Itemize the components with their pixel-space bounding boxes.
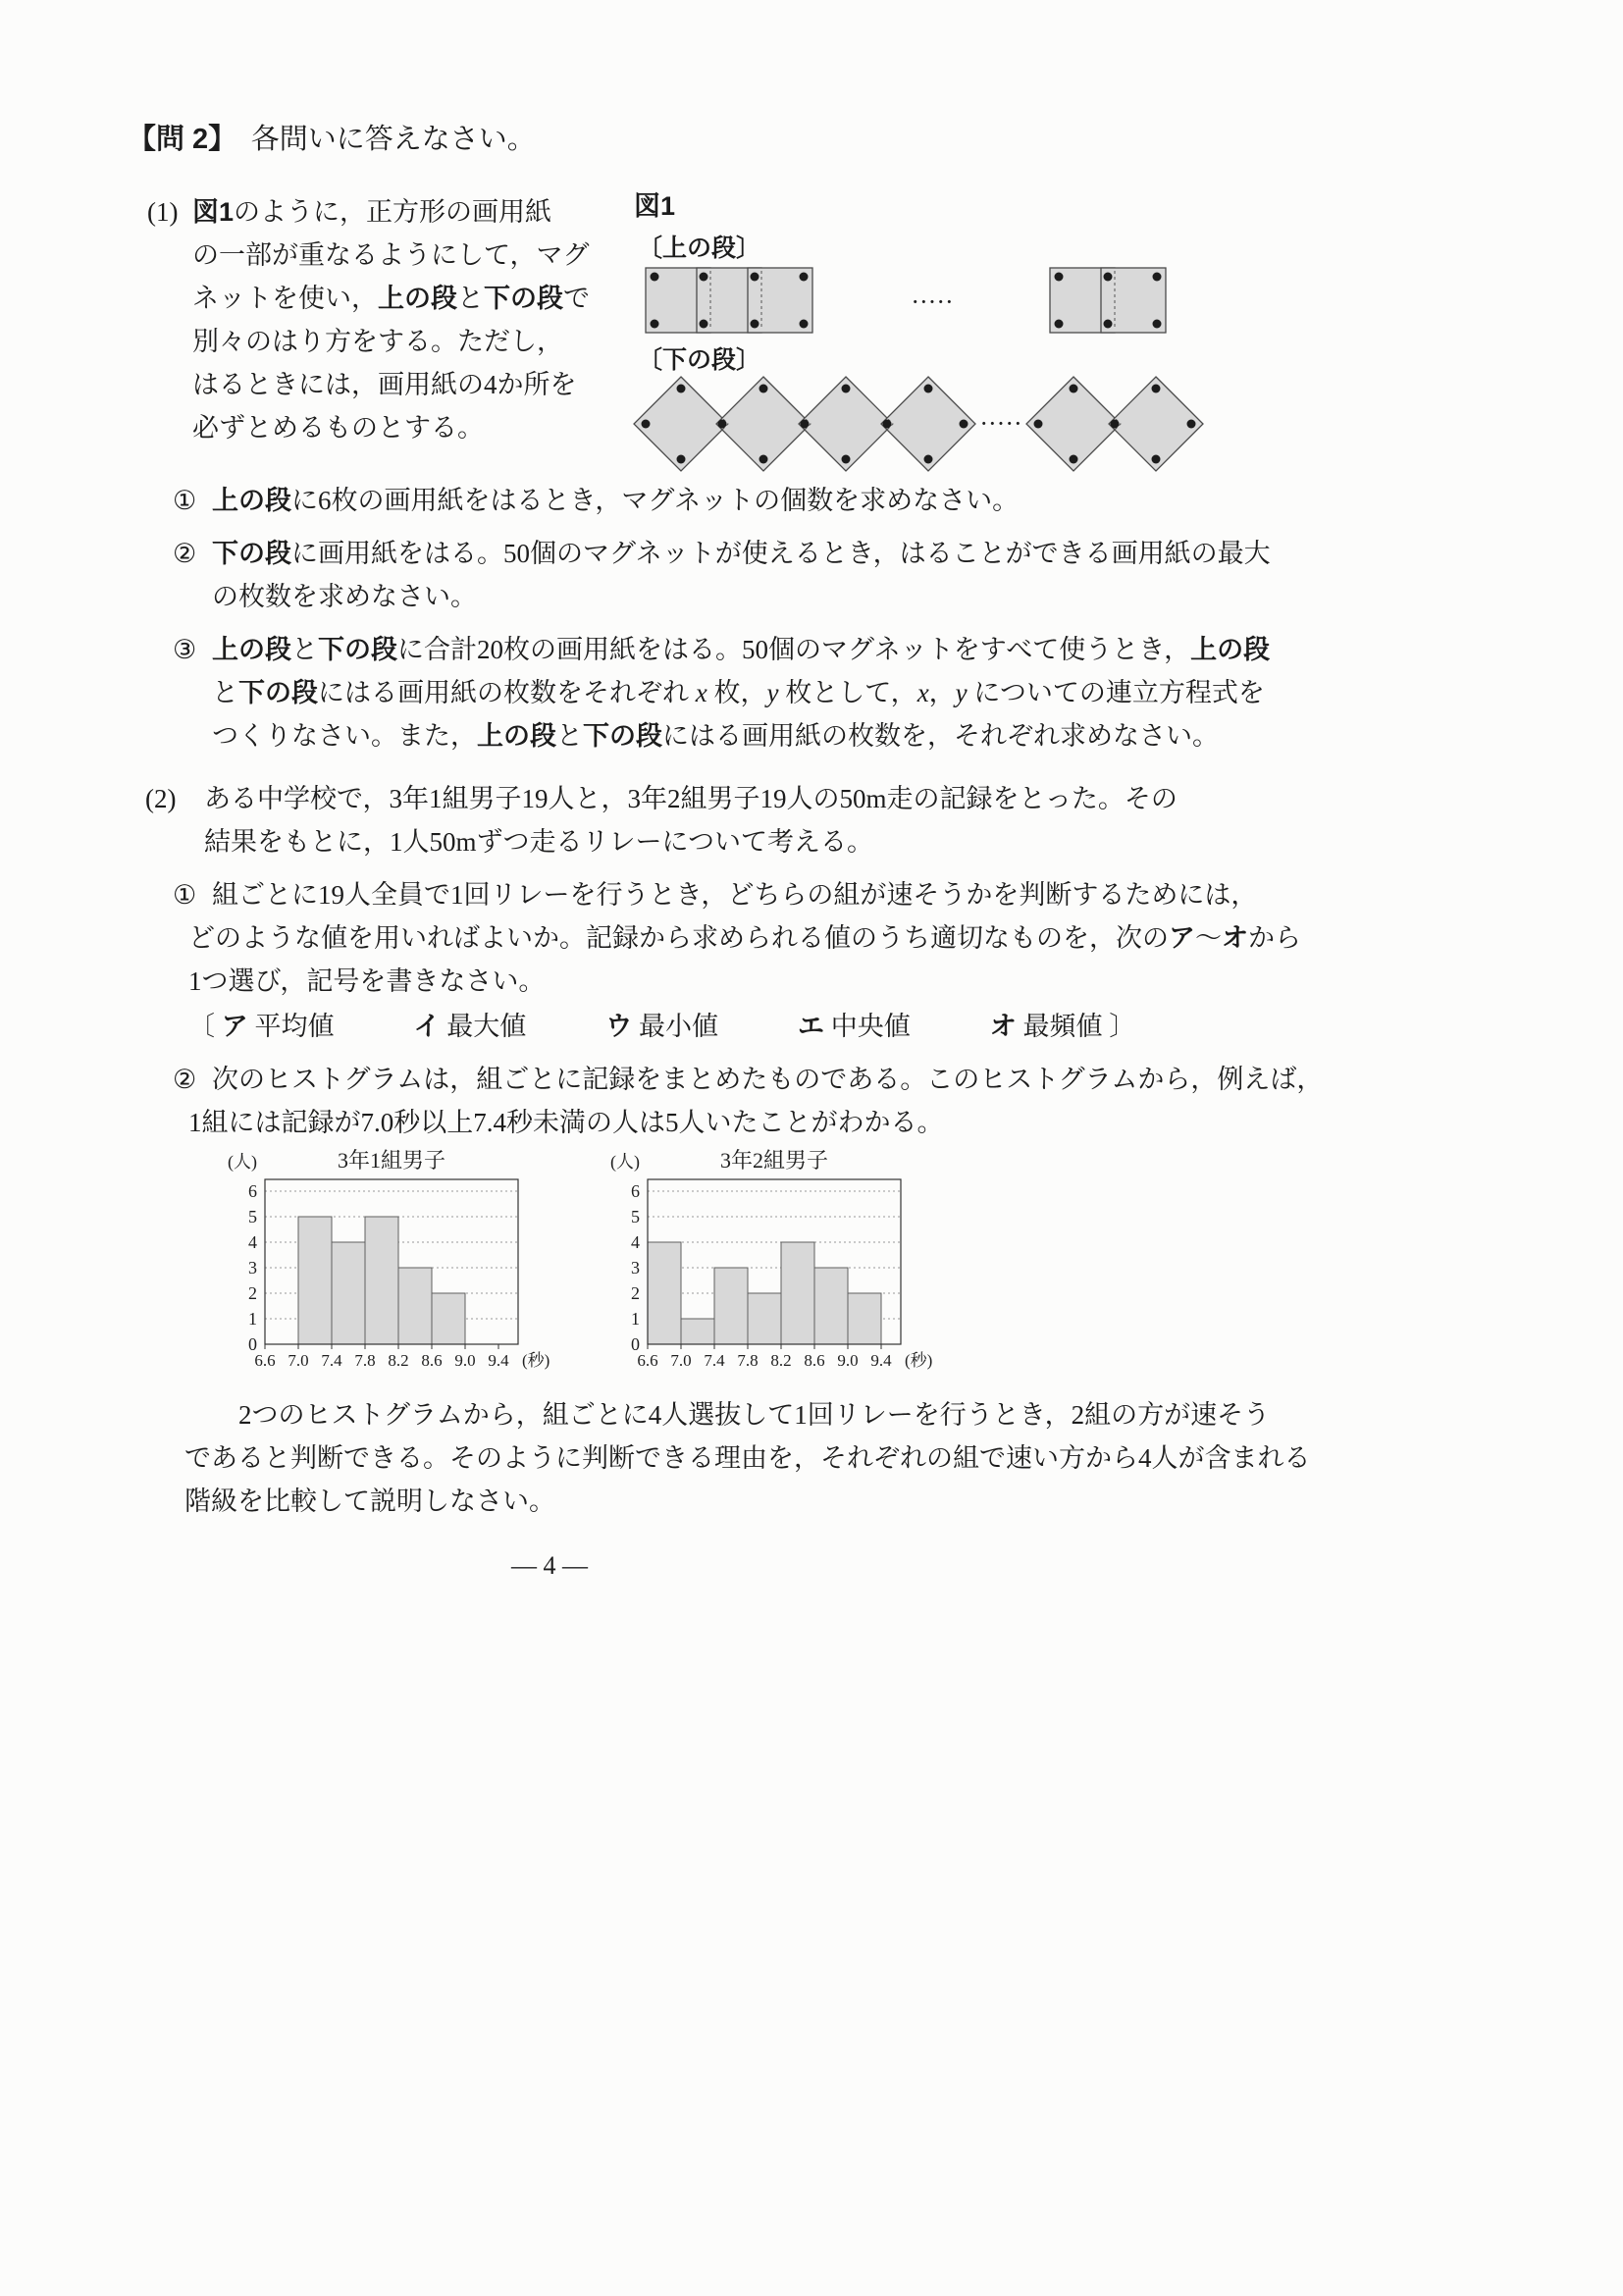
q1-sub3-marker: ③	[173, 635, 197, 664]
q1-sub3-line-1: 上の段と下の段に合計20枚の画用紙をはる。50個のマグネットをすべて使うとき，上の段	[212, 635, 1271, 664]
svg-text:1: 1	[631, 1309, 640, 1329]
svg-text:3年1組男子: 3年1組男子	[337, 1148, 446, 1173]
svg-text:(秒): (秒)	[905, 1351, 933, 1370]
q1-sub3-line-2: と下の段にはる画用紙の枚数をそれぞれ x 枚，y 枚として，x，y についての連立方程式を	[212, 678, 1265, 707]
closing-line-3: 階級を比較して説明しなさい。	[184, 1487, 555, 1516]
figure1-lower-row	[626, 369, 1234, 479]
figure1-upper-row	[638, 261, 1187, 341]
problem-number: 【問 2】	[128, 124, 223, 155]
q2-sub1-line-1: 組ごとに19人全員で1回リレーを行うとき，どちらの組が速そうかを判断するためには，	[212, 880, 1258, 910]
q2-line-1: ある中学校で，3年1組男子19人と，3年2組男子19人の50m走の記録をとった。その	[204, 784, 1178, 813]
figure1-lower-row-label: 〔下の段〕	[638, 346, 761, 374]
svg-text:5: 5	[631, 1207, 640, 1226]
problem-header	[128, 122, 536, 157]
figure1-upper-row-label: 〔上の段〕	[638, 235, 761, 262]
q2-label: (2)	[145, 784, 177, 813]
q1-sub2-marker: ②	[173, 539, 197, 568]
q2-sub1-options: 〔 ア 平均値 イ 最大値 ウ 最小値 エ 中央値 オ 最頻値 〕	[188, 1012, 1136, 1041]
svg-text:3: 3	[248, 1258, 257, 1278]
q2-sub2-marker: ②	[173, 1065, 197, 1094]
q1-line-3: ネットを使い，上の段と下の段で	[192, 284, 590, 313]
svg-text:(秒): (秒)	[522, 1351, 550, 1370]
svg-text:1: 1	[248, 1309, 257, 1329]
q2-sub1-marker: ①	[173, 880, 197, 910]
q1-sub1-marker: ①	[173, 486, 197, 515]
q1-line-4: 別々のはり方をする。ただし，	[192, 327, 563, 356]
q1-line-5: はるときには，画用紙の4か所を	[192, 370, 577, 399]
svg-text:9.4: 9.4	[488, 1351, 509, 1370]
q2-line-2: 結果をもとに，1人50mずつ走るリレーについて考える。	[204, 827, 873, 857]
svg-text:6: 6	[248, 1181, 257, 1201]
closing-line-2: であると判断できる。そのように判断できる理由を，それぞれの組で速い方から4人が含まれる	[184, 1443, 1311, 1473]
svg-text:(人): (人)	[228, 1152, 257, 1172]
q1-sub1-line-1: 上の段に6枚の画用紙をはるとき，マグネットの個数を求めなさい。	[212, 486, 1020, 515]
svg-text:8.2: 8.2	[388, 1351, 409, 1370]
figure1-title: 図1	[634, 191, 676, 221]
q2-sub1-line-2: どのような値を用いればよいか。記録から求められる値のうち適切なものを，次のア～オから	[188, 923, 1301, 953]
svg-text:0: 0	[248, 1334, 257, 1354]
histogram-class1-chart	[222, 1142, 559, 1376]
q2-sub2-line-2: 1組には記録が7.0秒以上7.4秒未満の人は5人いたことがわかる。	[188, 1108, 944, 1137]
q1-sub3-line-3: つくりなさい。また，上の段と下の段にはる画用紙の枚数を，それぞれ求めなさい。	[212, 721, 1219, 751]
svg-text:7.8: 7.8	[737, 1351, 759, 1370]
svg-text:9.4: 9.4	[870, 1351, 892, 1370]
svg-text:4: 4	[631, 1232, 640, 1252]
svg-text:·····: ·····	[911, 287, 954, 316]
svg-text:6: 6	[631, 1181, 640, 1201]
svg-text:5: 5	[248, 1207, 257, 1226]
q1-line-1: 図1のように，正方形の画用紙	[192, 197, 552, 227]
q2-sub1-line-3: 1つ選び，記号を書きなさい。	[188, 966, 546, 996]
histogram-class2-chart	[604, 1142, 942, 1376]
svg-text:7.4: 7.4	[321, 1351, 342, 1370]
svg-text:2: 2	[248, 1283, 257, 1303]
svg-text:8.6: 8.6	[804, 1351, 825, 1370]
svg-text:9.0: 9.0	[454, 1351, 476, 1370]
svg-text:6.6: 6.6	[254, 1351, 276, 1370]
page-number: ― 4 ―	[511, 1551, 588, 1580]
q1-line-2: の一部が重なるようにして，マグ	[192, 240, 590, 270]
svg-text:8.6: 8.6	[421, 1351, 443, 1370]
svg-text:7.0: 7.0	[670, 1351, 692, 1370]
svg-text:7.8: 7.8	[354, 1351, 376, 1370]
q1-sub2-line-2: の枚数を求めなさい。	[212, 582, 477, 611]
problem-instruction: 各問いに答えなさい。	[222, 124, 536, 155]
q1-line-6: 必ずとめるものとする。	[192, 413, 484, 443]
svg-text:3年2組男子: 3年2組男子	[719, 1148, 829, 1173]
svg-text:8.2: 8.2	[770, 1351, 792, 1370]
closing-line-1: 2つのヒストグラムから，組ごとに4人選抜して1回リレーを行うとき，2組の方が速そう	[212, 1400, 1271, 1430]
svg-text:7.4: 7.4	[704, 1351, 725, 1370]
svg-text:6.6: 6.6	[637, 1351, 658, 1370]
svg-text:7.0: 7.0	[288, 1351, 309, 1370]
svg-text:3: 3	[631, 1258, 640, 1278]
svg-text:0: 0	[631, 1334, 640, 1354]
svg-text:9.0: 9.0	[837, 1351, 859, 1370]
svg-text:4: 4	[248, 1232, 257, 1252]
q1-label: (1)	[147, 197, 179, 227]
q2-sub2-line-1: 次のヒストグラムは，組ごとに記録をまとめたものである。このヒストグラムから，例えば，	[212, 1065, 1324, 1094]
svg-text:2: 2	[631, 1283, 640, 1303]
svg-text:·····: ·····	[979, 409, 1022, 438]
svg-text:(人): (人)	[610, 1152, 640, 1172]
q1-sub2-line-1: 下の段に画用紙をはる。50個のマグネットが使えるとき，はることができる画用紙の最大	[212, 539, 1271, 568]
